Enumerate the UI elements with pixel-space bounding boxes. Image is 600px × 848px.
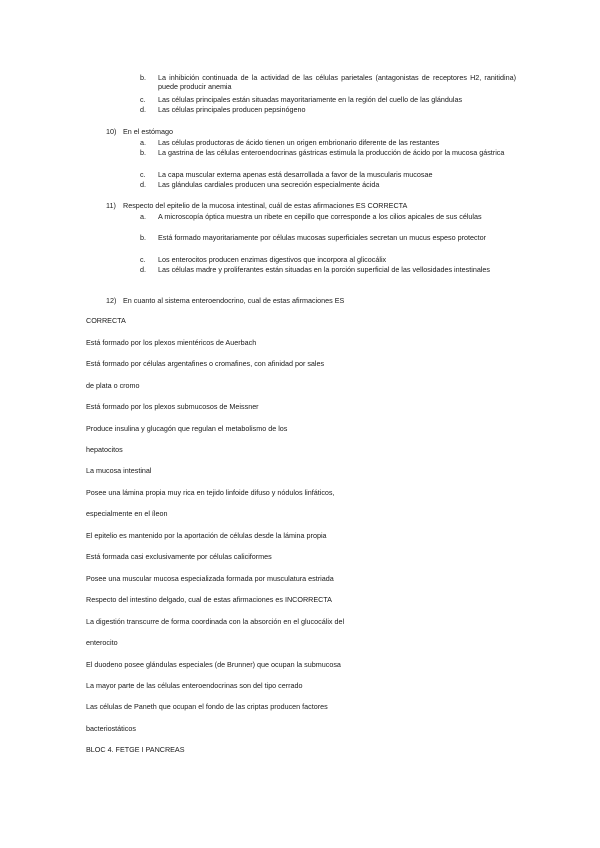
option-letter: c. (140, 255, 146, 264)
text-line: La digestión transcurre de forma coordinada con la absorción en el glucocálix del (86, 617, 345, 626)
option-text: A microscopía óptica muestra un ribete en cepillo que corresponde a los cilios apicales de sus células (158, 212, 482, 221)
option-text: Las células principales están situadas mayoritariamente en la región del cuello de las glándulas (158, 95, 463, 104)
question-stem: En cuanto al sistema enteroendocrino, cual de estas afirmaciones ES (123, 296, 345, 305)
option-text: La inhibición continuada de la actividad de las células parietales (antagonistas de receptores H2, ranitidina) puede producir anemia (158, 73, 516, 91)
question-stem: Respecto del intestino delgado, cual de estas afirmaciones es INCORRECTA (86, 595, 332, 604)
option-letter: b. (140, 233, 146, 242)
text-line: Produce insulina y glucagón que regulan el metabolismo de los (86, 424, 288, 433)
question-number: 12) (106, 296, 117, 305)
text-line: bacteriostáticos (86, 724, 136, 733)
option-text: Las células madre y proliferantes están situadas en la porción superficial de las vellosidades intestinales (158, 265, 491, 274)
section-heading: BLOC 4. FETGE I PANCREAS (86, 745, 185, 754)
option-text: Las glándulas cardiales producen una secreción especialmente ácida (158, 180, 380, 189)
option-text: Los enterocitos producen enzimas digestivos que incorpora al glicocálix (158, 255, 387, 264)
option-letter: a. (140, 212, 146, 221)
question-stem: En el estómago (123, 127, 173, 136)
text-line: Posee una lámina propia muy rica en tejido linfoide difuso y nódulos linfáticos, (86, 488, 335, 497)
option-text: Está formado mayoritariamente por células mucosas superficiales secretan un mucus espeso protector (158, 233, 486, 242)
option-letter: b. (140, 73, 146, 82)
question-number: 10) (106, 127, 117, 136)
text-line: Está formada casi exclusivamente por células caliciformes (86, 552, 272, 561)
option-letter: d. (140, 105, 146, 114)
option-text: La gastrina de las células enteroendocrinas gástricas estimula la producción de ácido por la mucosa gástrica (158, 148, 505, 157)
option-text: Las células principales producen pepsinógeno (158, 105, 306, 114)
section-title: La mucosa intestinal (86, 466, 152, 475)
option-text: La capa muscular externa apenas está desarrollada a favor de la muscularis mucosae (158, 170, 433, 179)
text-line: Está formado por los plexos submucosos de Meissner (86, 402, 259, 411)
option-letter: c. (140, 95, 146, 104)
text-line: especialmente en el íleon (86, 509, 168, 518)
text-line: Posee una muscular mucosa especializada formada por musculatura estriada (86, 574, 334, 583)
text-line: enterocito (86, 638, 118, 647)
text-line: El epitelio es mantenido por la aportación de células desde la lámina propia (86, 531, 327, 540)
question-stem: Respecto del epitelio de la mucosa intestinal, cuál de estas afirmaciones ES CORRECTA (123, 201, 408, 210)
text-line: Está formado por células argentafines o cromafines, con afinidad por sales (86, 359, 325, 368)
option-letter: d. (140, 265, 146, 274)
option-letter: b. (140, 148, 146, 157)
text-line: La mayor parte de las células enteroendocrinas son del tipo cerrado (86, 681, 303, 690)
text-line: El duodeno posee glándulas especiales (de Brunner) que ocupan la submucosa (86, 660, 341, 669)
text-line: Las células de Paneth que ocupan el fondo de las criptas producen factores (86, 702, 328, 711)
text-line: de plata o cromo (86, 381, 140, 390)
option-letter: c. (140, 170, 146, 179)
option-letter: d. (140, 180, 146, 189)
text-line: Está formado por los plexos mientéricos de Auerbach (86, 338, 257, 347)
question-number: 11) (106, 201, 116, 210)
text-line: CORRECTA (86, 316, 126, 325)
text-line: hepatocitos (86, 445, 123, 454)
option-letter: a. (140, 138, 146, 147)
option-text: Las células productoras de ácido tienen un origen embrionario diferente de las restantes (158, 138, 440, 147)
